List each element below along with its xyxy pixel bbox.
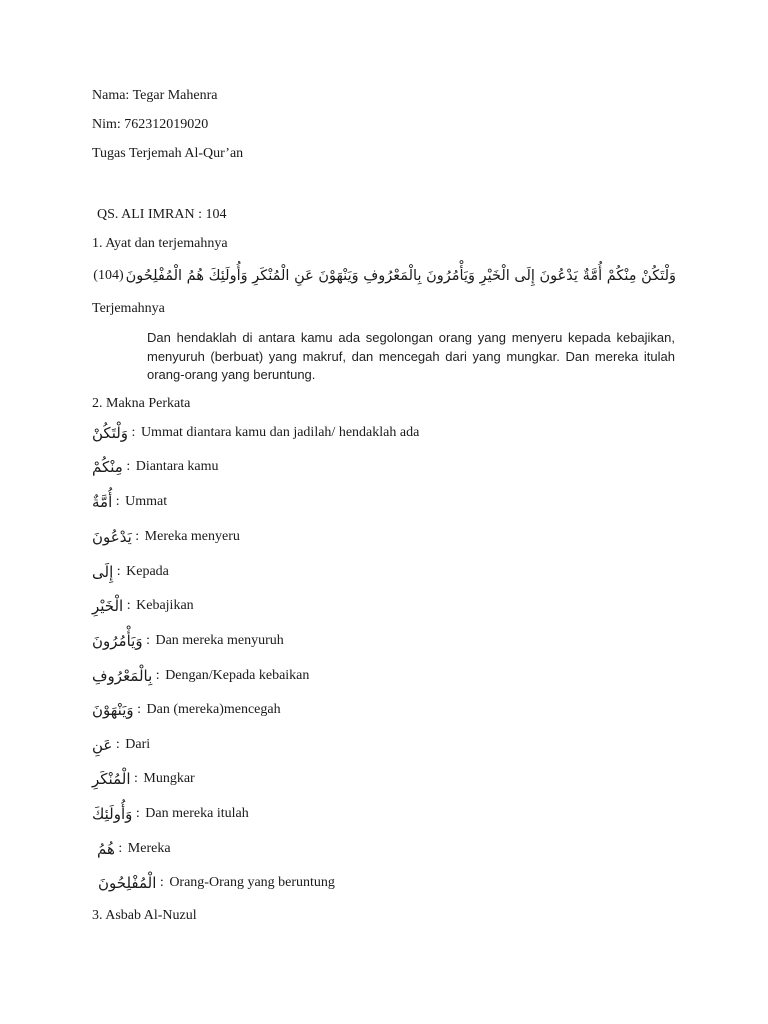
word-meaning: Dan mereka itulah: [145, 806, 249, 821]
word-meaning-row: [92, 627, 284, 655]
word-meaning: Dari: [125, 737, 151, 752]
word-meaning-row: [92, 731, 150, 759]
word-meaning: Kebajikan: [136, 598, 194, 613]
word-meaning: Orang-Orang yang beruntung: [169, 875, 335, 890]
separator-colon: :: [131, 529, 143, 544]
separator-colon: :: [132, 806, 144, 821]
separator-colon: :: [122, 459, 134, 474]
word-meaning-row: [92, 453, 219, 481]
verse-arabic: وَلْتَكُنْ مِنْكُمْ أُمَّةٌ يَدْعُونَ إِلَى الْخَيْرِ وَيَأْمُرُونَ بِالْمَعْرُوفِ وَيَنْهَوْنَ عَنِ الْمُنْكَرِ وَأُولَئِكَ هُمُ الْمُفْلِحُونَ: [125, 268, 676, 284]
verse-line: [93, 262, 676, 290]
section-2-heading: 2. Makna Perkata: [92, 396, 191, 411]
word-meaning: Dan mereka menyuruh: [155, 633, 284, 648]
section-3-heading: 3. Asbab Al-Nuzul: [92, 908, 197, 923]
student-nim: Nim: 762312019020: [92, 117, 209, 132]
separator-colon: :: [113, 564, 125, 579]
word-meaning: Mungkar: [143, 771, 195, 786]
arabic-word: الْمُنْكَرِ: [92, 770, 131, 788]
separator-colon: :: [152, 668, 164, 683]
separator-colon: :: [156, 875, 168, 890]
word-meaning: Ummat: [125, 494, 168, 509]
word-meaning-row: [92, 696, 281, 724]
arabic-word: الْمُفْلِحُونَ: [98, 874, 157, 892]
word-meaning-row: [92, 419, 419, 447]
word-meaning-row: [92, 523, 240, 551]
word-meaning-row: [92, 488, 167, 516]
separator-colon: :: [112, 737, 124, 752]
verse-number: (104): [93, 268, 124, 283]
arabic-word: وَأُولَئِكَ: [92, 805, 133, 823]
word-meaning: Dan (mereka)mencegah: [146, 702, 281, 717]
student-name: Nama: Tegar Mahenra: [92, 88, 218, 103]
arabic-word: وَيَنْهَوْنَ: [92, 701, 134, 719]
arabic-word: إِلَى: [92, 563, 114, 581]
task-title: Tugas Terjemah Al-Qur’an: [92, 146, 244, 161]
word-meaning-row: [97, 835, 171, 863]
word-meaning-row: [92, 662, 309, 690]
word-meaning-row: [92, 592, 194, 620]
word-meaning: Diantara kamu: [135, 459, 219, 474]
word-meaning: Ummat diantara kamu dan jadilah/ hendaklah ada: [140, 425, 420, 440]
arabic-word: يَدْعُونَ: [92, 528, 132, 546]
arabic-word: بِالْمَعْرُوفِ: [92, 667, 153, 685]
word-meaning-row: [92, 765, 195, 793]
word-meaning-row: [98, 869, 335, 897]
separator-colon: :: [112, 494, 124, 509]
verse-translation: Dan hendaklah di antara kamu ada segolongan orang yang menyeru kepada kebajikan, menyuruh (berbuat) yang makruf, dan mencegah dari yang mungkar. Dan mereka itulah orang-orang yang beruntung.: [147, 330, 675, 382]
separator-colon: :: [133, 702, 145, 717]
word-meaning: Mereka menyeru: [144, 529, 240, 544]
section-1-heading: 1. Ayat dan terjemahnya: [92, 236, 228, 251]
arabic-word: أُمَّةٌ: [92, 493, 113, 511]
arabic-word: عَنِ: [92, 736, 113, 754]
arabic-word: هُمُ: [97, 840, 115, 858]
arabic-word: وَيَأْمُرُونَ: [92, 632, 143, 650]
separator-colon: :: [130, 771, 142, 786]
separator-colon: :: [142, 633, 154, 648]
word-meaning-row: [92, 558, 169, 586]
translation-label: Terjemahnya: [92, 301, 165, 316]
word-meaning-row: [92, 800, 249, 828]
word-meaning: Mereka: [127, 841, 171, 856]
separator-colon: :: [128, 425, 139, 440]
arabic-word: وَلْتَكُنْ: [92, 424, 129, 442]
surah-heading: QS. ALI IMRAN : 104: [97, 207, 227, 222]
separator-colon: :: [123, 598, 135, 613]
word-meaning: Dengan/Kepada kebaikan: [165, 668, 310, 683]
arabic-word: الْخَيْرِ: [92, 597, 124, 615]
arabic-word: مِنْكُمْ: [92, 458, 123, 476]
word-meaning: Kepada: [126, 564, 169, 579]
separator-colon: :: [114, 841, 126, 856]
